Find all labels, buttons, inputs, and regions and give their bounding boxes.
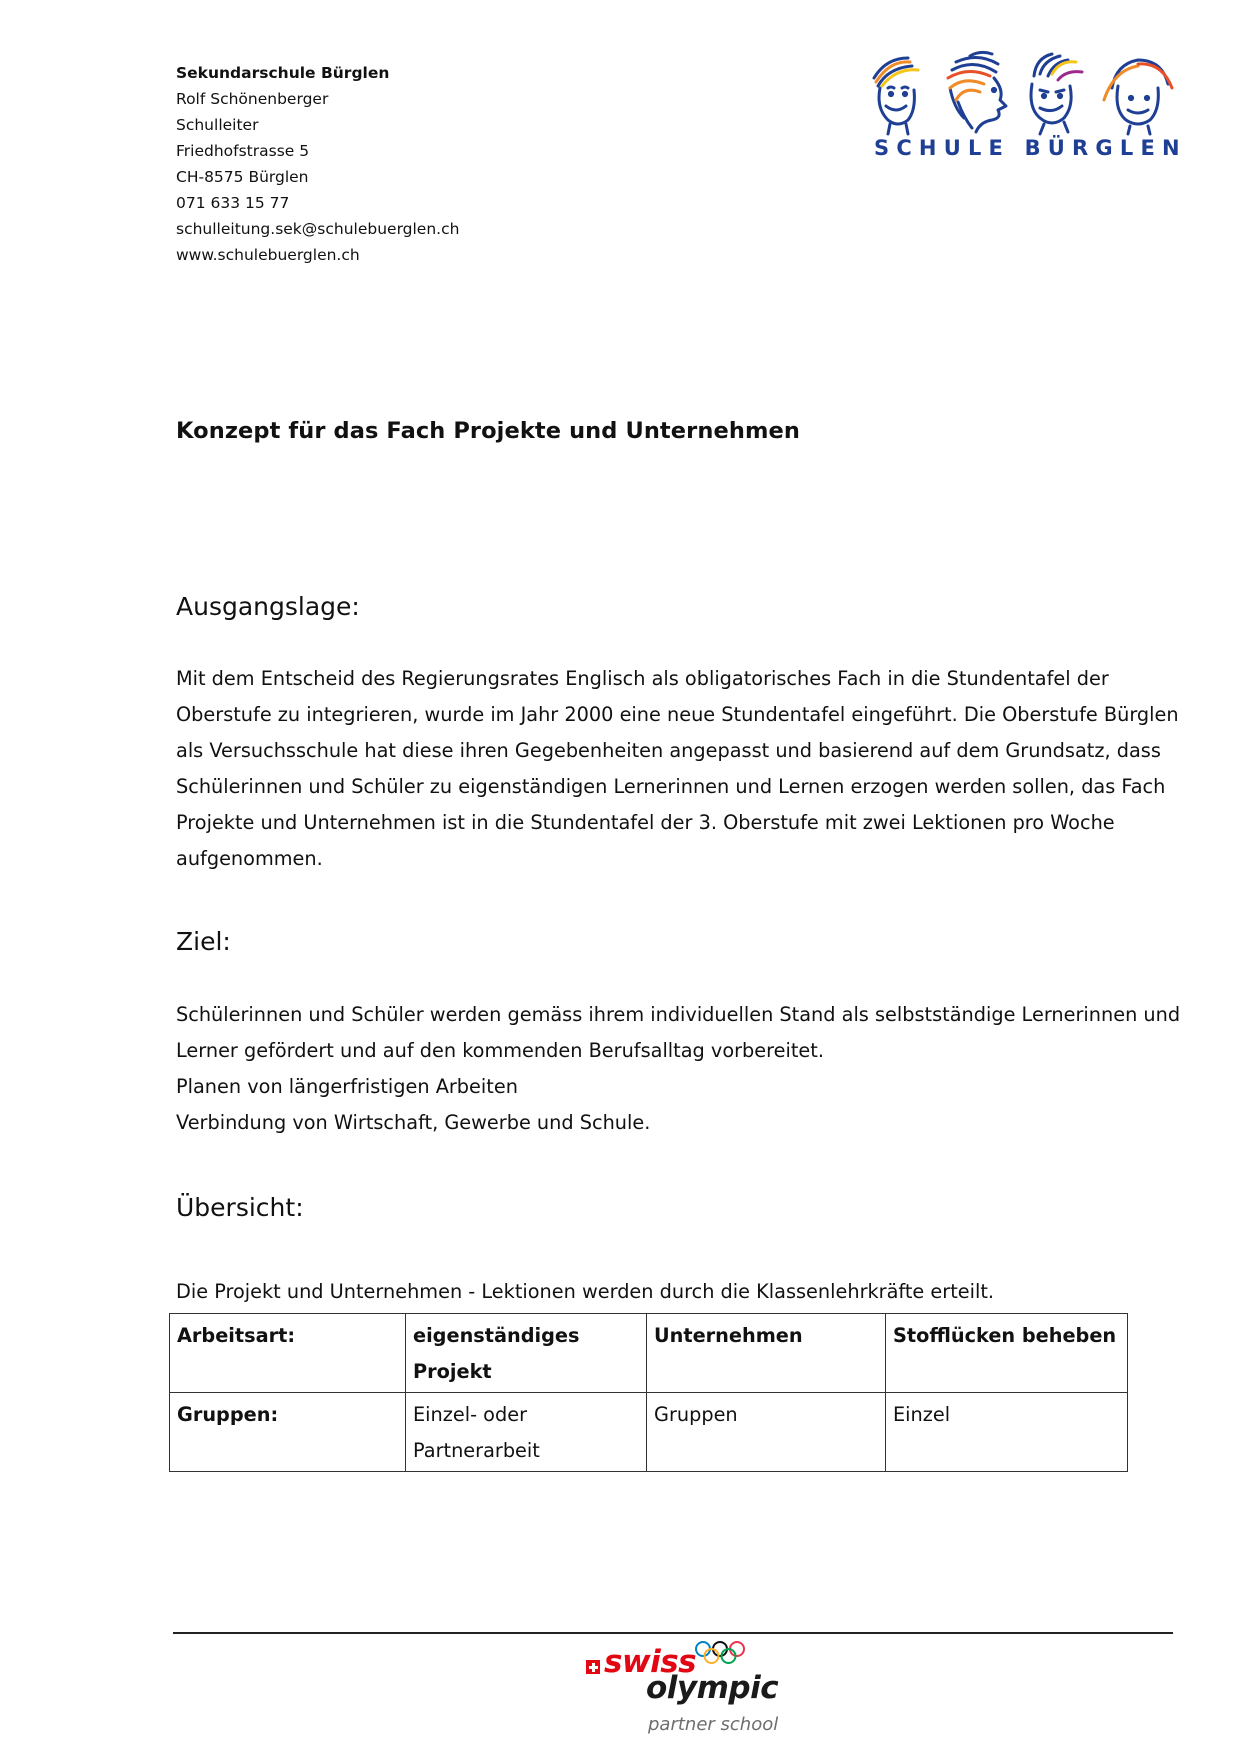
text-line: Lerner gefördert und auf den kommenden Berufsalltag vorbereitet.: [176, 1039, 824, 1062]
city-address: CH-8575 Bürglen: [176, 168, 309, 186]
text-line: Mit dem Entscheid des Regierungsrates Englisch als obligatorisches Fach in die Stundentafel der: [176, 667, 1109, 690]
email-link[interactable]: schulleitung.sek@schulebuerglen.ch: [176, 220, 460, 238]
text-line: Planen von längerfristigen Arbeiten: [176, 1075, 518, 1098]
document-title: Konzept für das Fach Projekte und Unternehmen: [176, 418, 800, 444]
table-cell: Einzel: [886, 1393, 1128, 1472]
olympic-rings-icon: [694, 1640, 746, 1666]
school-logo: [868, 48, 1187, 168]
phone-number: 071 633 15 77: [176, 194, 290, 212]
website-link[interactable]: www.schulebuerglen.ch: [176, 246, 360, 264]
table-cell: Gruppen: [647, 1393, 886, 1472]
school-name: Sekundarschule Bürglen: [176, 64, 390, 82]
paragraph-ziel: [176, 997, 1181, 1141]
contact-name: Rolf Schönenberger: [176, 90, 329, 108]
table-cell: Einzel- oder Partnerarbeit: [406, 1393, 647, 1472]
text-line: Schülerinnen und Schüler zu eigenständigen Lernerinnen und Lernen erzogen werden sollen, das Fach: [176, 775, 1166, 798]
school-logo-text: SCHULE BÜRGLEN: [874, 136, 1187, 160]
olympic-wordmark: olympic: [646, 1670, 779, 1706]
paragraph-ausgangslage: [176, 661, 1179, 877]
footer-divider: [173, 1632, 1173, 1634]
heading-ziel: Ziel:: [176, 927, 231, 956]
text-line: Schülerinnen und Schüler werden gemäss ihrem individuellen Stand als selbstständige Lernerinnen und: [176, 1003, 1181, 1026]
street-address: Friedhofstrasse 5: [176, 142, 310, 160]
letterhead-address: [176, 60, 459, 268]
heading-ausgangslage: Ausgangslage:: [176, 592, 360, 621]
table-cell: Stofflücken beheben: [886, 1314, 1128, 1393]
four-children-faces-icon: [868, 48, 1178, 136]
swiss-wordmark: swiss: [604, 1644, 697, 1680]
table-row: [170, 1393, 1128, 1472]
overview-table: [169, 1313, 1128, 1472]
table-cell: eigenständiges Projekt: [406, 1314, 647, 1393]
text-line: Die Projekt und Unternehmen - Lektionen werden durch die Klassenlehrkräfte erteilt.: [176, 1280, 995, 1303]
table-cell: Unternehmen: [647, 1314, 886, 1393]
text-line: Oberstufe zu integrieren, wurde im Jahr 2000 eine neue Stundentafel eingeführt. Die Oberstufe Bürglen: [176, 703, 1179, 726]
text-line: aufgenommen.: [176, 847, 323, 870]
text-line: Projekte und Unternehmen ist in die Stundentafel der 3. Oberstufe mit zwei Lektionen pro Woche: [176, 811, 1115, 834]
partner-school-tagline: partner school: [648, 1714, 779, 1735]
uebersicht-intro: [176, 1274, 1176, 1310]
table-row: [170, 1314, 1128, 1393]
text-line: als Versuchsschule hat diese ihren Gegebenheiten angepasst und basierend auf dem Grundsatz, dass: [176, 739, 1161, 762]
text-line: Verbindung von Wirtschaft, Gewerbe und Schule.: [176, 1111, 651, 1134]
table-cell-header: Arbeitsart:: [170, 1314, 406, 1393]
contact-role: Schulleiter: [176, 116, 259, 134]
swiss-olympic-logo: [584, 1640, 784, 1748]
swiss-flag-icon: [586, 1660, 600, 1674]
table-cell-header: Gruppen:: [170, 1393, 406, 1472]
heading-uebersicht: Übersicht:: [176, 1193, 304, 1222]
